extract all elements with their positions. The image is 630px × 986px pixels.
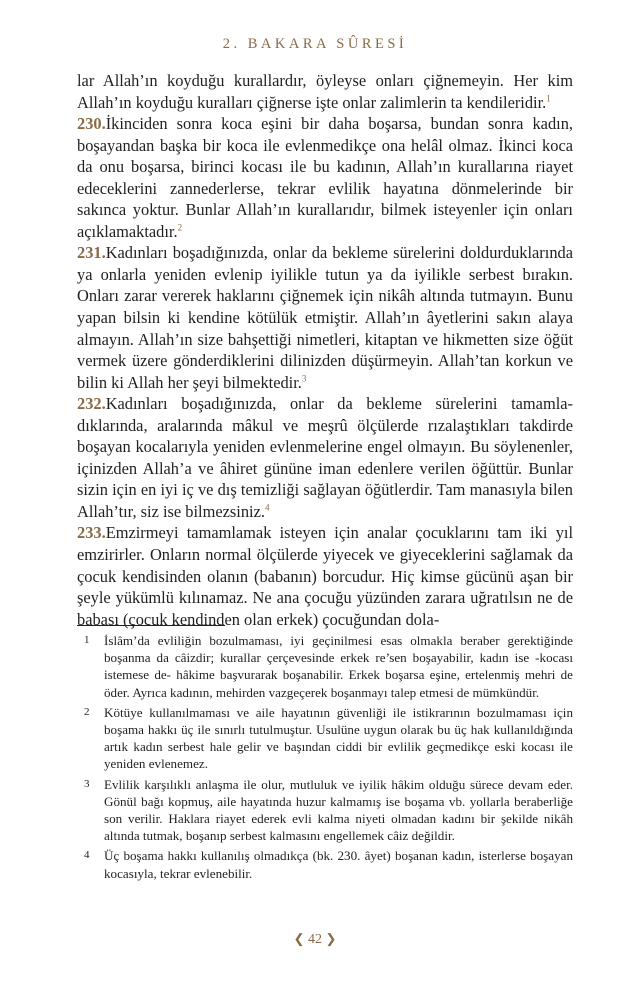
footnote-4 xyxy=(77,847,573,881)
footnote-text: Üç boşama hakkı kullanılış olmadıkça (bk. 230. âyet) boşanan kadın, isterlerse boşayan kocasıyla, tekrar evlenebilir. xyxy=(104,848,573,881)
ornament-right-icon: ❯ xyxy=(325,931,337,946)
footnote-ref-1: 1 xyxy=(546,93,551,104)
footnote-number: 3 xyxy=(84,777,90,790)
footnotes xyxy=(77,632,573,885)
ornament-left-icon: ❮ xyxy=(293,931,305,946)
paragraph-continuation xyxy=(77,70,573,113)
verse-text-232: Kadınları boşadığınızda, onlar da bekleme sürelerini tamamladıklarında, aralarında mâkul ve meşrû ölçülerde rızalaştıkları takdirde boşayan kocalarıyla yeniden evlenmelerine engel olmayın. Bu söylenenler, içinizden Allah’a ve âhiret gününe iman edenlere verilen öğüttür. Bunlar sizin için en iyi iç ve dış temizliği sağlayan öğütlerdir. Tam manasıyla bilen Allah’tır, siz ise bilmezsiniz. xyxy=(77,394,573,521)
footnote-3 xyxy=(77,776,573,845)
footnote-divider xyxy=(77,625,225,626)
verse-232 xyxy=(77,393,573,522)
page-number xyxy=(0,931,630,948)
footnote-text: Evlilik karşılıklı anlaşma ile olur, mutluluk ve iyilik hâkim olduğu sürece devam eder. Gönül bağı kopmuş, aile hayatında huzur kalmamış ise boşama vb. yollarla beraberliğe son verilir. Haklara riayet ederek evli kalma niyeti olmadan kadını bir şekilde nikâh altında tutmak, boşanıp serbest kalmasını engellemek câiz değildir. xyxy=(104,776,573,844)
verse-231 xyxy=(77,242,573,393)
continuation-text: lar Allah’ın koyduğu kurallardır, öyleyse onları çiğnemeyin. Her kim Allah’ın koyduğu kuralları çiğnerse işte onlar zalimlerin ta kendileridir. xyxy=(77,71,573,112)
verse-text-231: Kadınları boşadığınızda, onlar da bekleme sürelerini doldurduklarında ya onlarla yeniden evlenip iyilikle tutun ya da iyilikle serbest bırakın. Onları zarar vererek haklarını çiğnemek için nikâh altında tutmayın. Bunu yapan bilsin ki kendine kötülük etmiştir. Allah’ın âyetlerini sakın alaya almayın. Allah’ın size bahşettiği nimetleri, kitaptan ve hikmetten size öğüt vermek üzere gönderdiklerini dilinizden düşürmeyin. Allah’tan korkun ve bilin ki Allah her şeyi bilmektedir. xyxy=(77,243,573,392)
verse-number-233: 233. xyxy=(77,523,106,543)
verse-233 xyxy=(77,522,573,630)
verse-number-231: 231. xyxy=(77,243,106,263)
footnote-number: 1 xyxy=(84,634,90,646)
footnote-1 xyxy=(77,632,573,701)
footnote-text: Kötüye kullanılmaması ve aile hayatının güvenliği ile istikrarının bozulmaması için boşama hakkı üç ile sınırlı tutulmuştur. Usulüne uygun olarak bu üç hak kullanıldığında artık kadın serbest hale gelir ve başından ciddi bir evlilik geçmedikçe eski kocası ile yeniden evlenemez. xyxy=(104,704,573,772)
verse-230 xyxy=(77,113,573,242)
footnote-number: 4 xyxy=(84,849,90,862)
page-number-value: 42 xyxy=(308,932,322,947)
footnote-number: 2 xyxy=(84,705,90,718)
verse-text-233: Emzirmeyi tamamlamak isteyen için analar çocuklarını tam iki yıl emzirirler. Onların normal ölçülerde yiyecek ve giyeceklerini sağlamak da çocuk kendisinden olanın (babanın) borcudur. Hiç kimse gücünü aşan bir şeyle yükümlü kılınamaz. Ne ana çocuğu yüzünden zarara uğratılsın ne de babası (çocuk kendinden olan erkek) çocuğundan dola- xyxy=(77,523,573,629)
footnote-2 xyxy=(77,704,573,773)
verse-number-232: 232. xyxy=(77,394,106,414)
footnote-ref-4: 4 xyxy=(264,502,270,513)
footnote-ref-3: 3 xyxy=(301,373,307,384)
running-head: 2. BAKARA SÛRESİ xyxy=(222,36,408,52)
footnote-ref-2: 2 xyxy=(177,222,183,233)
verse-text-230: İkinciden sonra koca eşini bir daha boşarsa, bundan sonra kadın, boşayandan başka bir koca ile evlenmedikçe ona helâl olmaz. İkinci koca da onu boşarsa, birinci kocası ile bu kadının, Allah’ın kurallarına riayet edeceklerini zannederlerse, tekrar evlilik hayatına dönmelerinde bir sakınca yoktur. Bunlar Allah’ın kurallarıdır, bilmek isteyenler için onları açıklamaktadır. xyxy=(77,114,573,241)
verse-number-230: 230. xyxy=(77,114,106,134)
main-text xyxy=(77,70,573,630)
footnote-text: İslâm’da evliliğin bozulmaması, iyi geçinilmesi esas olmakla beraber gerektiğinde boşanma da câizdir; kurallar çerçevesinde erkek re’sen boşayabilir, kadın ise -kocası istemese de- hâkime başvurarak boşanabilir. Erkek boşarsa eşine, ertelenmiş mehri de öder. Ayrıca kadının, mehirden vazgeçerek boşanmayı talep etmesi de mümkündür. xyxy=(104,633,573,700)
